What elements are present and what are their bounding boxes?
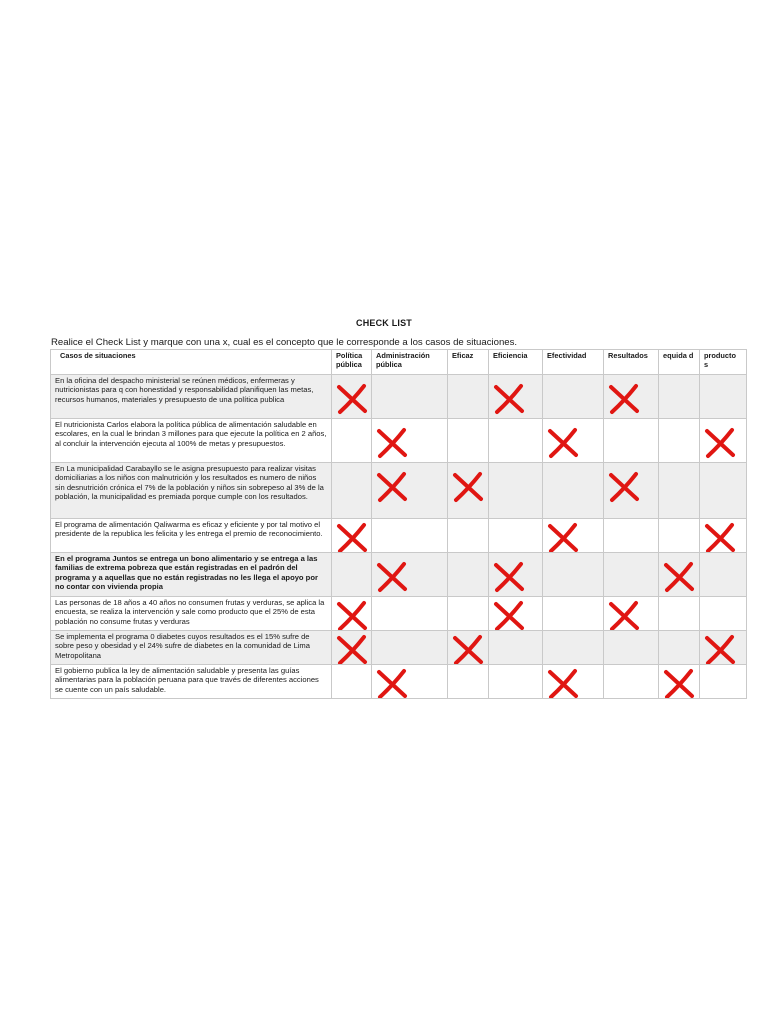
check-cell[interactable] <box>543 631 604 665</box>
x-mark-icon <box>700 419 740 459</box>
col-header-efectividad: Efectividad <box>543 350 604 375</box>
check-cell[interactable] <box>332 597 372 631</box>
check-cell[interactable] <box>332 631 372 665</box>
x-mark-icon <box>372 463 412 503</box>
check-cell[interactable] <box>543 419 604 463</box>
check-cell[interactable] <box>604 597 659 631</box>
check-cell[interactable] <box>448 631 489 665</box>
case-text: Se implementa el programa 0 diabetes cuyos resultados es el 15% sufre de sobre peso y obesidad y el 24% sufre de diabetes en la comunidad de Lima Metropolitana <box>51 631 332 665</box>
col-header-eficaz: Eficaz <box>448 350 489 375</box>
check-cell[interactable] <box>543 597 604 631</box>
check-cell[interactable] <box>659 665 700 699</box>
check-cell[interactable] <box>543 553 604 597</box>
check-cell[interactable] <box>489 553 543 597</box>
x-mark-icon <box>543 419 583 459</box>
check-cell[interactable] <box>448 519 489 553</box>
check-cell[interactable] <box>700 597 747 631</box>
check-cell[interactable] <box>659 375 700 419</box>
table-row <box>51 519 747 553</box>
check-cell[interactable] <box>448 553 489 597</box>
case-text: En el programa Juntos se entrega un bono alimentario y se entrega a las familias de extrema pobreza que están registradas en el padrón del programa y a aquellas que no están registradas no les llega el apoyo por no contar con vivienda propia <box>51 553 332 597</box>
x-mark-icon <box>700 631 740 665</box>
check-cell[interactable] <box>604 631 659 665</box>
col-header-equidad: equida d <box>659 350 700 375</box>
check-cell[interactable] <box>372 665 448 699</box>
x-mark-icon <box>332 519 372 553</box>
check-cell[interactable] <box>659 419 700 463</box>
check-cell[interactable] <box>700 375 747 419</box>
check-cell[interactable] <box>489 597 543 631</box>
x-mark-icon <box>372 553 412 593</box>
x-mark-icon <box>332 631 372 665</box>
checklist-table <box>50 349 747 699</box>
table-row <box>51 665 747 699</box>
check-cell[interactable] <box>489 375 543 419</box>
col-header-administracion-publica: Administración pública <box>372 350 448 375</box>
check-cell[interactable] <box>700 631 747 665</box>
x-mark-icon <box>604 375 644 415</box>
x-mark-icon <box>448 463 488 503</box>
col-header-productos: producto s <box>700 350 747 375</box>
check-cell[interactable] <box>543 375 604 419</box>
check-cell[interactable] <box>659 519 700 553</box>
check-cell[interactable] <box>700 519 747 553</box>
check-cell[interactable] <box>700 463 747 519</box>
col-header-eficiencia: Eficiencia <box>489 350 543 375</box>
x-mark-icon <box>543 519 583 553</box>
x-mark-icon <box>659 553 699 593</box>
check-cell[interactable] <box>543 463 604 519</box>
check-cell[interactable] <box>489 665 543 699</box>
check-cell[interactable] <box>489 419 543 463</box>
header-row <box>51 350 747 375</box>
check-cell[interactable] <box>372 519 448 553</box>
col-header-resultados: Resultados <box>604 350 659 375</box>
x-mark-icon <box>489 375 529 415</box>
check-cell[interactable] <box>332 665 372 699</box>
check-cell[interactable] <box>372 375 448 419</box>
table-row <box>51 597 747 631</box>
check-cell[interactable] <box>659 553 700 597</box>
check-cell[interactable] <box>604 665 659 699</box>
check-cell[interactable] <box>332 375 372 419</box>
x-mark-icon <box>372 665 412 699</box>
col-header-casos: Casos de situaciones <box>51 350 332 375</box>
x-mark-icon <box>604 463 644 503</box>
check-cell[interactable] <box>604 463 659 519</box>
check-cell[interactable] <box>700 419 747 463</box>
check-cell[interactable] <box>448 375 489 419</box>
x-mark-icon <box>372 419 412 459</box>
check-cell[interactable] <box>372 463 448 519</box>
check-cell[interactable] <box>332 419 372 463</box>
check-cell[interactable] <box>604 419 659 463</box>
case-text: El nutricionista Carlos elabora la política pública de alimentación saludable en escolares, en la cual le brindan 3 millones para que ejecute la política en 2 años, al concluir la intervención ejecuta al 100% de metas y presupuestos. <box>51 419 332 463</box>
table-row <box>51 631 747 665</box>
check-cell[interactable] <box>332 463 372 519</box>
instructions: Realice el Check List y marque con una x, cual es el concepto que le corresponde a los casos de situaciones. <box>51 337 518 348</box>
check-cell[interactable] <box>489 631 543 665</box>
check-cell[interactable] <box>659 631 700 665</box>
case-text: Las personas de 18 años a 40 años no consumen frutas y verduras, se aplica la encuesta, se realiza la intervención y sale como producto que el 25% de esta población no consume frutas y verduras <box>51 597 332 631</box>
check-cell[interactable] <box>332 519 372 553</box>
x-mark-icon <box>700 519 740 553</box>
case-text: En La municipalidad Carabayllo se le asigna presupuesto para realizar visitas domiciliarias a los niños con malnutrición y los resultados es numero de niños sin desnutrición crónica el 7% de la población y niños sin sobrepeso al 3% de la población, la municipalidad es premiada porque cumple con los resultados. <box>51 463 332 519</box>
check-cell[interactable] <box>700 553 747 597</box>
check-cell[interactable] <box>372 553 448 597</box>
check-cell[interactable] <box>448 463 489 519</box>
check-cell[interactable] <box>604 519 659 553</box>
check-cell[interactable] <box>372 597 448 631</box>
check-cell[interactable] <box>489 463 543 519</box>
check-cell[interactable] <box>604 375 659 419</box>
page-title: CHECK LIST <box>356 318 412 328</box>
table-row <box>51 375 747 419</box>
check-cell[interactable] <box>659 597 700 631</box>
check-cell[interactable] <box>372 419 448 463</box>
x-mark-icon <box>604 597 644 631</box>
table-row <box>51 463 747 519</box>
case-text: El gobierno publica la ley de alimentación saludable y presenta las guías alimentarias para la población peruana para que través de diferentes acciones se cuente con un país saludable. <box>51 665 332 699</box>
x-mark-icon <box>489 553 529 593</box>
check-cell[interactable] <box>543 665 604 699</box>
x-mark-icon <box>543 665 583 699</box>
check-cell[interactable] <box>604 553 659 597</box>
check-cell[interactable] <box>448 419 489 463</box>
table-row <box>51 553 747 597</box>
check-cell[interactable] <box>372 631 448 665</box>
check-cell[interactable] <box>489 519 543 553</box>
x-mark-icon <box>448 631 488 665</box>
check-cell[interactable] <box>332 553 372 597</box>
check-cell[interactable] <box>659 463 700 519</box>
case-text: En la oficina del despacho ministerial se reúnen médicos, enfermeras y nutricionistas para q con honestidad y responsabilidad planifiquen las metas, recursos humanos, materiales y presupuesto de una política publica <box>51 375 332 419</box>
check-cell[interactable] <box>448 665 489 699</box>
x-mark-icon <box>489 597 529 631</box>
col-header-politica-publica: Política pública <box>332 350 372 375</box>
x-mark-icon <box>332 597 372 631</box>
check-cell[interactable] <box>448 597 489 631</box>
table-row <box>51 419 747 463</box>
case-text: El programa de alimentación Qaliwarma es eficaz y eficiente y por tal motivo el presidente de la republica les felicita y les entrega el premio de reconocimiento. <box>51 519 332 553</box>
x-mark-icon <box>332 375 372 415</box>
check-cell[interactable] <box>543 519 604 553</box>
x-mark-icon <box>659 665 699 699</box>
check-cell[interactable] <box>700 665 747 699</box>
